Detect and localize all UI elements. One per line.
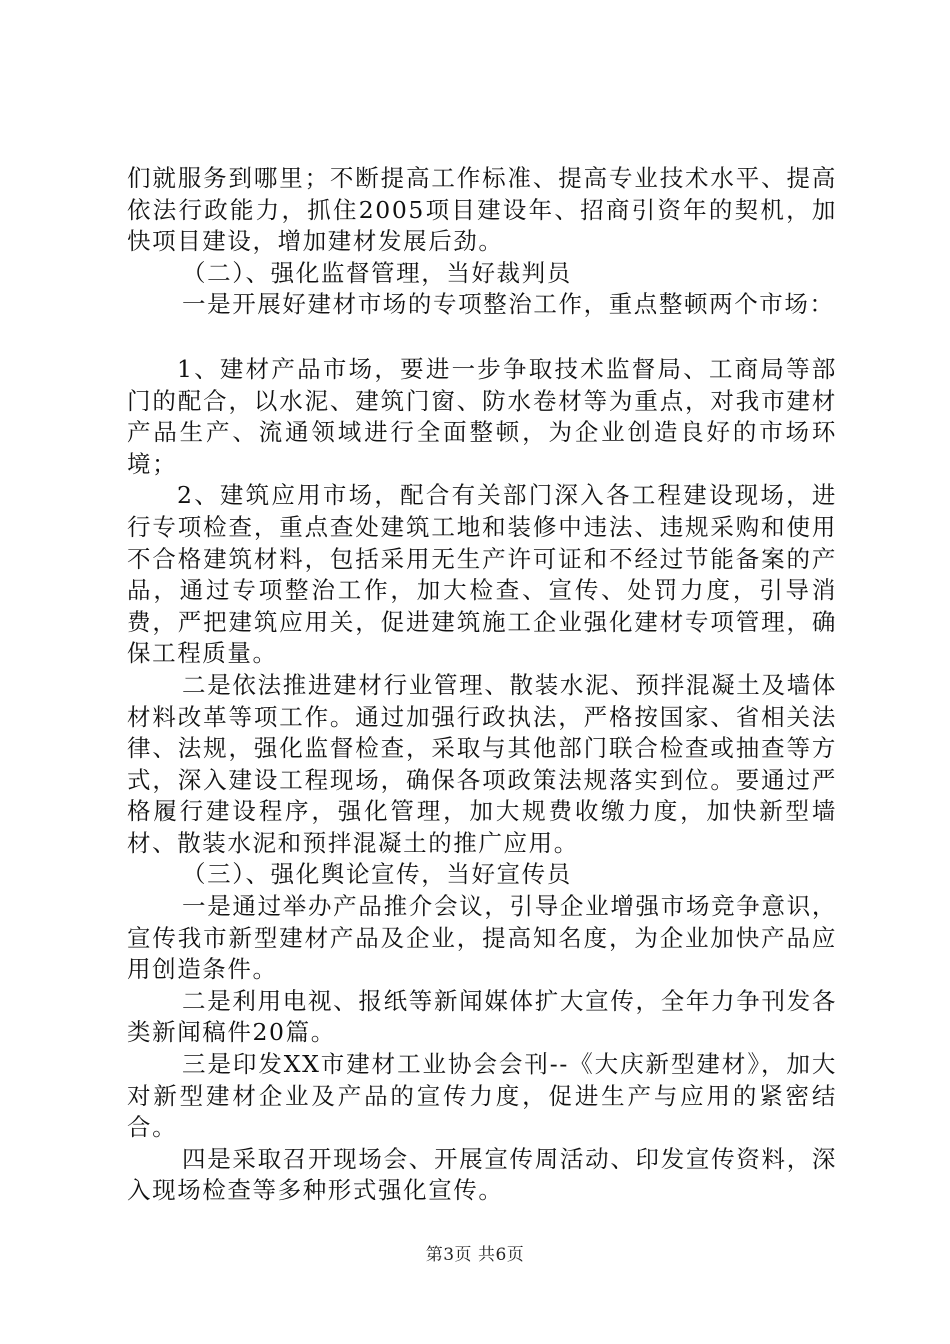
- paragraph-continuation: 们就服务到哪里；不断提高工作标准、提高专业技术水平、提高依法行政能力，抓住2005项目建设年、招商引资年的契机，加快项目建设，增加建材发展后劲。: [127, 164, 837, 256]
- document-body: [127, 163, 837, 1207]
- section-heading-3: （三）、强化舆论宣传，当好宣传员: [182, 860, 572, 889]
- blank-line: [127, 321, 837, 354]
- list-item-1: 1、建材产品市场，要进一步争取技术监督局、工商局等部门的配合，以水泥、建筑门窗、防水卷材等为重点，对我市建材产品生产、流通领域进行全面整顿，为企业创造良好的市场环境；: [127, 354, 837, 478]
- paragraph-promotion-2: 二是利用电视、报纸等新闻媒体扩大宣传，全年力争刊发各类新闻稿件20篇。: [127, 986, 837, 1047]
- paragraph-promotion-4: 四是采取召开现场会、开展宣传周活动、印发宣传资料，深入现场检查等多种形式强化宣传。: [127, 1144, 837, 1205]
- paragraph-market-rectification: 一是开展好建材市场的专项整治工作，重点整顿两个市场：: [182, 290, 835, 319]
- paragraph-promotion-3: 三是印发XX市建材工业协会会刊--《大庆新型建材》，加大对新型建材企业及产品的宣传力度，促进生产与应用的紧密结合。: [127, 1050, 837, 1142]
- paragraph-industry-management: 二是依法推进建材行业管理、散装水泥、预拌混凝土及墙体材料改革等项工作。通过加强行政执法，严格按国家、省相关法律、法规，强化监督检查，采取与其他部门联合检查或抽查等方式，深入建设工程现场，确保各项政策法规落实到位。要通过严格履行建设程序，强化管理，加大规费收缴力度，加快新型墙材、散装水泥和预拌混凝土的推广应用。: [127, 670, 837, 857]
- section-heading-2: （二）、强化监督管理，当好裁判员: [182, 258, 572, 287]
- list-item-2: 2、建筑应用市场，配合有关部门深入各工程建设现场，进行专项检查，重点查处建筑工地和装修中违法、违规采购和使用不合格建筑材料，包括采用无生产许可证和不经过节能备案的产品，通过专项整治工作，加大检查、宣传、处罚力度，引导消费，严把建筑应用关，促进建筑施工企业强化建材专项管理，确保工程质量。: [127, 481, 837, 668]
- paragraph-promotion-1: 一是通过举办产品推介会议，引导企业增强市场竞争意识，宣传我市新型建材产品及企业，提高知名度，为企业加快产品应用创造条件。: [127, 892, 837, 984]
- page-number: 第3页 共6页: [425, 1245, 525, 1265]
